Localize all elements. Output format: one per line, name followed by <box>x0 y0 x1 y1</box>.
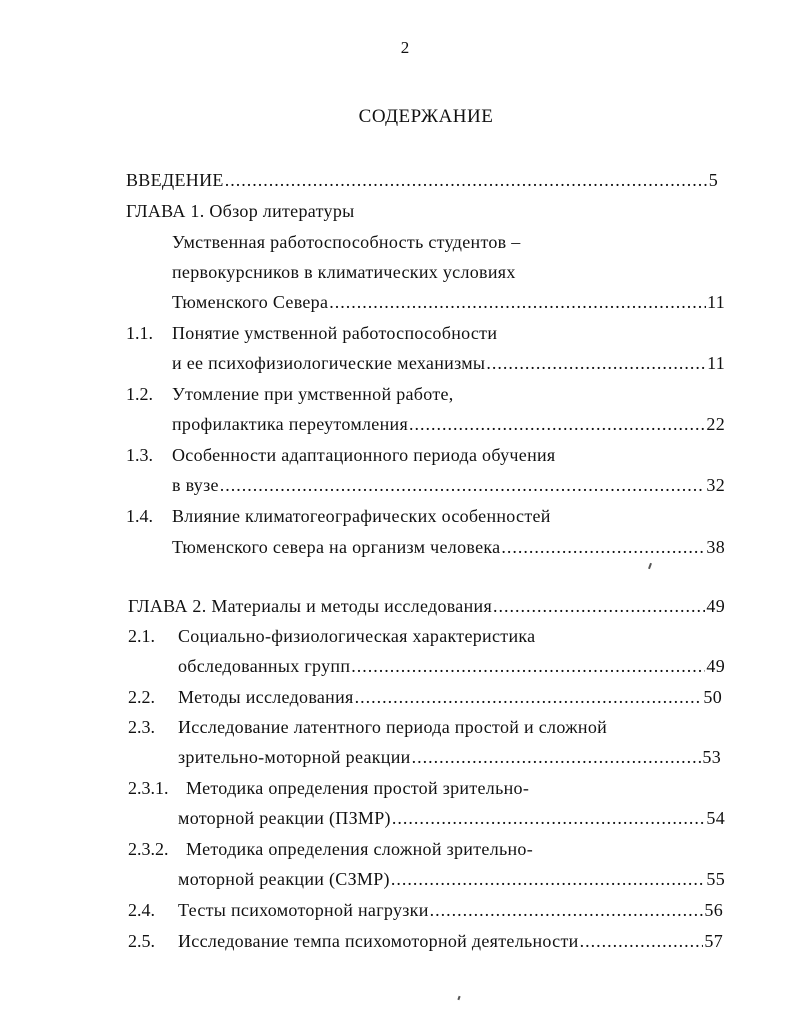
toc-entry-text: Исследование латентного периода простой и сложной <box>178 717 608 737</box>
toc-entry-text: Тюменского севера на организм человека <box>172 537 501 557</box>
toc-entry-page: 50 <box>703 687 722 707</box>
scan-speck <box>648 563 652 569</box>
toc-entry-2-3-1 <box>178 807 725 829</box>
toc-entry-page: 11 <box>707 353 725 373</box>
toc-entry-text: моторной реакции (ПЗМР) <box>178 808 391 828</box>
toc-entry-chapter-1-intro <box>172 291 725 313</box>
toc-entry-number: 2.5. <box>128 931 155 951</box>
toc-entry-text: Утомление при умственной работе, <box>172 384 454 404</box>
toc-entry-number: 1.3. <box>126 445 153 465</box>
toc-entry-text: Умственная работоспособность студентов – <box>172 232 521 252</box>
toc-entry-text: Социально-физиологическая характеристика <box>178 626 536 646</box>
toc-leader-dots <box>409 413 705 435</box>
toc-chapter-1-heading: ГЛАВА 1. Обзор литературы <box>126 201 355 221</box>
toc-entry-text: ВВЕДЕНИЕ <box>126 170 224 190</box>
toc-entry-2-3-2 <box>178 868 725 890</box>
toc-entry-page: 32 <box>706 475 725 495</box>
toc-leader-dots <box>329 291 706 313</box>
toc-leader-dots <box>351 655 705 677</box>
toc-entry-text: профилактика переутомления <box>172 414 409 434</box>
toc-leader-dots <box>392 807 706 829</box>
toc-entry-text: Влияние климатогеографических особенностей <box>172 506 551 526</box>
toc-entry-2-2 <box>178 686 722 708</box>
toc-entry-text: обследованных групп <box>178 656 351 676</box>
scan-speck <box>457 996 460 1000</box>
toc-entry-page: 56 <box>704 900 723 920</box>
toc-entry-number: 1.2. <box>126 384 153 404</box>
toc-entry-1-2 <box>172 413 725 435</box>
toc-entry-2-3 <box>178 746 721 768</box>
toc-leader-dots <box>225 169 708 191</box>
toc-leader-dots <box>501 536 705 558</box>
toc-entry-page: 22 <box>706 414 725 434</box>
toc-entry-2-5 <box>178 930 723 952</box>
toc-entry-introduction <box>126 169 718 191</box>
toc-entry-text: Методика определения сложной зрительно- <box>186 839 534 859</box>
toc-leader-dots <box>580 930 704 952</box>
toc-entry-page: 11 <box>707 292 725 312</box>
toc-entry-number: 2.3.2. <box>128 839 169 859</box>
toc-entry-text: моторной реакции (СЗМР) <box>178 869 390 889</box>
toc-leader-dots <box>493 595 705 617</box>
toc-entry-1-3 <box>172 474 725 496</box>
toc-leader-dots <box>486 352 706 374</box>
toc-entry-page: 49 <box>706 596 725 616</box>
toc-entry-number: 2.4. <box>128 900 155 920</box>
toc-entry-number: 2.3. <box>128 717 155 737</box>
toc-entry-page: 49 <box>706 656 725 676</box>
toc-entry-number: 2.2. <box>128 687 155 707</box>
toc-entry-text: первокурсников в климатических условиях <box>172 262 516 282</box>
toc-entry-page: 55 <box>706 869 725 889</box>
toc-entry-text: Особенности адаптационного периода обучения <box>172 445 556 465</box>
toc-entry-page: 53 <box>702 747 721 767</box>
toc-entry-text: Методы исследования <box>178 687 354 707</box>
toc-leader-dots <box>391 868 706 890</box>
toc-entry-page: 54 <box>706 808 725 828</box>
toc-entry-number: 1.4. <box>126 506 153 526</box>
toc-entry-number: 2.3.1. <box>128 778 169 798</box>
toc-entry-chapter-2 <box>128 595 725 617</box>
toc-entry-text: Понятие умственной работоспособности <box>172 323 498 343</box>
toc-entry-1-4 <box>172 536 725 558</box>
toc-entry-number: 2.1. <box>128 626 155 646</box>
toc-leader-dots <box>355 686 703 708</box>
toc-entry-text: ГЛАВА 2. Материалы и методы исследования <box>128 596 493 616</box>
toc-entry-text: в вузе <box>172 475 219 495</box>
toc-entry-page: 38 <box>706 537 725 557</box>
toc-entry-text: Исследование темпа психомоторной деятельности <box>178 931 579 951</box>
toc-entry-text: Тесты психомоторной нагрузки <box>178 900 429 920</box>
toc-entry-text: зрительно-моторной реакции <box>178 747 411 767</box>
toc-entry-text: Тюменского Севера <box>172 292 329 312</box>
toc-leader-dots <box>430 899 704 921</box>
toc-entry-1-1 <box>172 352 725 374</box>
page-title: СОДЕРЖАНИЕ <box>358 106 494 127</box>
page-number: 2 <box>400 38 410 57</box>
toc-entry-number: 1.1. <box>126 323 153 343</box>
toc-entry-2-1 <box>178 655 725 677</box>
toc-entry-page: 57 <box>704 931 723 951</box>
toc-entry-2-4 <box>178 899 723 921</box>
toc-leader-dots <box>412 746 702 768</box>
toc-entry-text: Методика определения простой зрительно- <box>186 778 530 798</box>
toc-entry-page: 5 <box>708 170 718 190</box>
toc-entry-text: и ее психофизиологические механизмы <box>172 353 486 373</box>
toc-leader-dots <box>220 474 706 496</box>
